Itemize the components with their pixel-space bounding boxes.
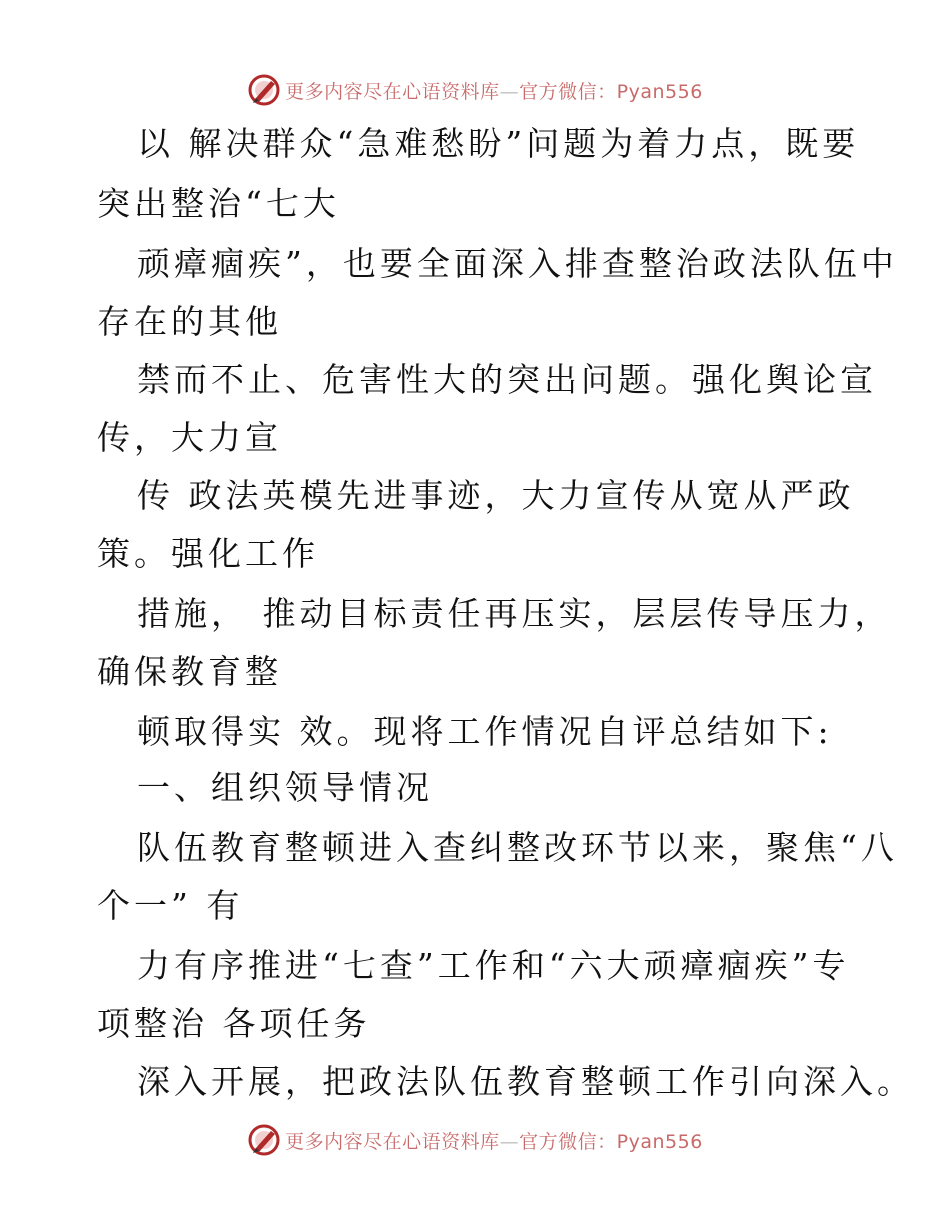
watermark-text: 更多内容尽在心语资料库—官方微信：Pyan556 [285, 1130, 703, 1153]
watermark-text: 更多内容尽在心语资料库—官方微信：Pyan556 [285, 80, 703, 103]
pen-seal-logo-icon [247, 1123, 281, 1157]
text-line: 顿取得实 效。现将工作情况自评总结如下: [137, 712, 833, 751]
header-watermark [0, 70, 950, 110]
text-line: 措施， 推动目标责任再压实，层层传导压力， [137, 594, 892, 633]
text-line: 存在的其他 [97, 302, 282, 341]
text-line: 确保教育整 [97, 652, 282, 691]
text-line: 传 政法英模先进事迹，大力宣传从宽从严政 [137, 476, 855, 515]
text-line: 以 解决群众“急难愁盼”问题为着力点，既要 [137, 124, 860, 163]
text-line: 突出整治“七大 [97, 184, 340, 223]
text-line: 深入开展，把政法队伍教育整顿工作引向深入。 [137, 1062, 914, 1101]
text-line: 队伍教育整顿进入查纠整改环节以来，聚焦“八 [137, 828, 898, 867]
text-line: 禁而不止、危害性大的突出问题。强化舆论宣 [137, 360, 877, 399]
text-line: 个一” 有 [97, 886, 244, 925]
text-line: 顽瘴痼疾”，也要全面深入排查整治政法队伍中 [137, 244, 898, 283]
pen-seal-logo-icon [247, 73, 281, 107]
section-heading: 一、组织领导情况 [137, 768, 433, 807]
text-line: 传，大力宣 [97, 418, 282, 457]
text-line: 力有序推进“七查”工作和“六大顽瘴痼疾”专 [137, 946, 850, 985]
text-line: 策。强化工作 [97, 534, 319, 573]
footer-watermark [0, 1120, 950, 1160]
text-line: 项整治 各项任务 [97, 1004, 371, 1043]
